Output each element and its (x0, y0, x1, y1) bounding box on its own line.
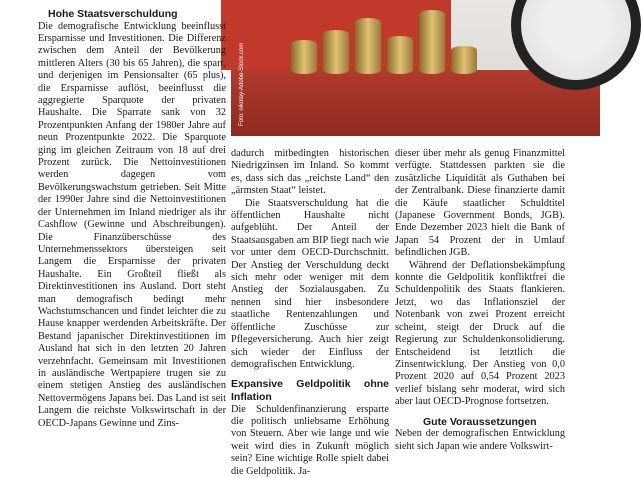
photo-credit: Foto: nikolay-Adobe-Stock.com (239, 42, 245, 126)
article-column-1 (38, 8, 226, 429)
section-heading: Gute Voraussetzungen (423, 415, 537, 428)
paragraph: Die demografische Entwicklung beeinflusst Ersparnisse und Investitionen. Die Differenz zwischen dem Anteil der Bevölkerung mittleren Alters (30 bis 65 Jahren), die spart, und derjenigen im Pensionsalter (65 plus), die Ersparnisse auflöst, beeinflusst die aggregierte Sparquote der privaten Haushalte. Die Sparrate sank von 32 Prozentpunkten Anfang der 1980er Jahre auf neun Prozentpunkte 2022. Die Sparquote ging im gleichen Zeitraum von 18 auf drei Prozent zurück. Die Nettoinvestitionen werden dagegen vom Bevölkerungswachstum getrieben. Seit Mitte der 1990er Jahre sind die Nettoinvestitionen der Unternehmen im Inland niedriger als ihr Cashflow (Gewinne und Abschreibungen). Die Finanzüberschüsse des Unternehmenssektors übersteigen seit Langem die Ersparnisse der privaten Haushalte. Ein Großteil fließt als Direktinvestitionen ins Ausland. Dort steht man demografisch bedingt mehr Wachstumschancen und findet leichter die zu Hause knapper werdenden Arbeitskräfte. Der Bestand japanischer Direktinvestitionen im Ausland hat sich in den letzten 20 Jahren verzehnfacht. Gemeinsam mit Investitionen in ausländische Wertpapiere trugen sie zu einem stetigen Anstieg des ausländischen Nettovermögens Japans bei. Das Land ist seit Langem die reichste Volkswirtschaft in der OECD-Japans Gewinne und Zins- (38, 20, 226, 429)
paragraph: Neben der demografischen Entwicklung sieht sich Japan wie andere Volkswirt- (395, 428, 565, 452)
paragraph: dadurch mitbedingten historischen Niedrigzinsen im Inland. So kommt es, dass sich das „reichste Land“ den „ärmsten Staat“ leistet. (231, 148, 389, 197)
article-column-3 (395, 148, 565, 452)
section-heading: Hohe Staatsverschuldung (48, 8, 178, 20)
paragraph: Die Schuldenfinanzierung ersparte die politisch unliebsame Erhöhung von Steuern. Aber wie lange und wie weit wird dies in Zukunft möglich sein? Eine wichtige Rolle spielt dabei die Geldpolitik. Ja- (231, 403, 389, 477)
paragraph: dieser über mehr als genug Finanzmittel verfügte. Stattdessen parkten sie die zusätzliche Liquidität als Guthaben bei der Zentralbank. Diese finanzierte damit die Käufe staatlicher Schuldtitel (Japanese Government Bonds, JGB). Ende Dezember 2023 hielt die Bank of Japan 54 Prozent der in Umlauf befindlichen JGB. (395, 148, 565, 259)
paragraph: Während der Deflationsbekämpfung konnte die Geldpolitik konfliktfrei die Schuldenpolitik des Staats flankieren. Jetzt, wo das Inflationsziel der Notenbank von zwei Prozent erreicht scheint, steigt der Druck auf die Regierung zur Schuldenkonsolidierung. Entscheidend ist letztlich die Zinsentwicklung. Der Anstieg von 0,0 Prozent 2020 auf 0,54 Prozent 2023 verlief bislang sehr moderat, wird sich aber laut OECD-Prognose fortsetzen. (395, 259, 565, 408)
article-photo (231, 0, 600, 136)
article-column-2 (231, 148, 389, 477)
section-heading: Expansive Geldpolitik ohne Inflation (231, 378, 389, 403)
paragraph: Die Staatsverschuldung hat die öffentlichen Haushalte nicht aufgeblüht. Der Anteil der Staatsausgaben am BIP liegt nach wie vor unter dem OECD-Durchschnitt. Der Anstieg der Verschuldung deckt sich mehr oder weniger mit dem Anstieg der Sozialausgaben. Zu nennen sind hier insbesondere staatliche Rentenzahlungen und öffentliche Zuschüsse zur Pflegeversicherung. Auch hier zeigt sich wieder der Einfluss der demografischen Entwicklung. (231, 197, 389, 370)
